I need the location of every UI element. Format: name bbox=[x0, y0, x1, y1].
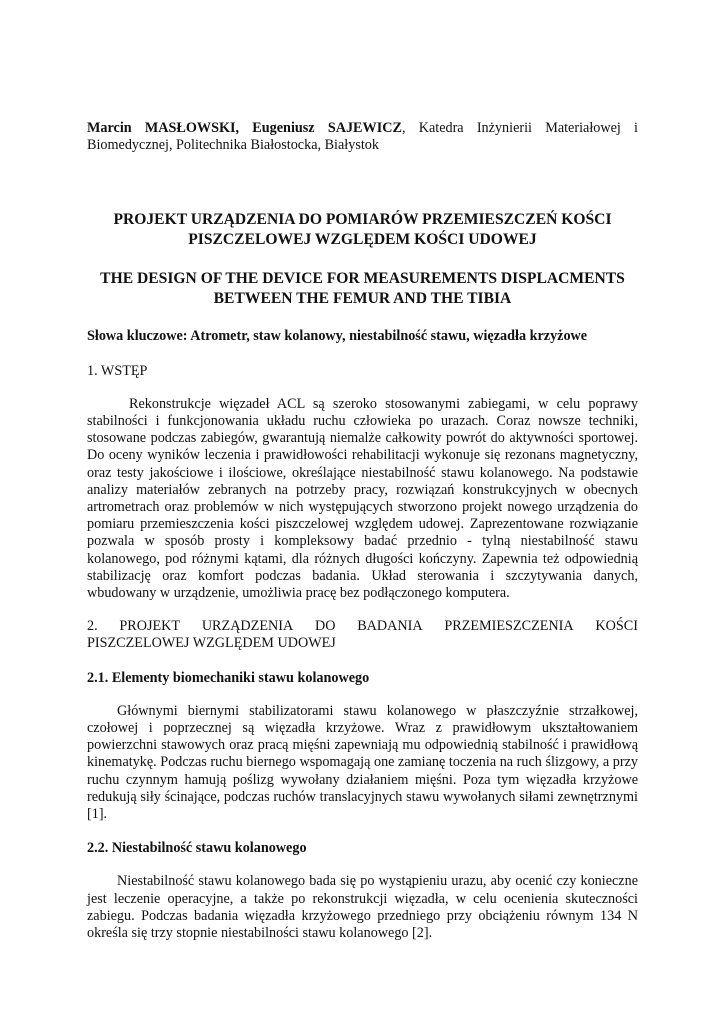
section-2-1-paragraph: Głównymi biernymi stabilizatorami stawu kolanowego w płaszczyźnie strzałkowej, czołowej i poprzecznej są więzadła krzyżowe. Wraz z prawidłowym ukształtowaniem powierzchni stawowych oraz pracą mięśni zapewniają mu odpowiednią stabilność i prawidłową kinematykę. Podczas ruchu biernego wspomagają one zamianę toczenia na ruch ślizgowy, a przy ruchu czynnym hamują poślizg wywołany działaniem mięśni. Poza tym więzadła krzyżowe redukują siły ścinające, podczas ruchów translacyjnych stawu wywołanych siłami zewnętrznymi [1]. bbox=[87, 702, 638, 823]
paper-page bbox=[87, 120, 638, 942]
section-2-heading-line2: PISZCZELOWEJ WZGLĘDEM UDOWEJ bbox=[87, 635, 336, 652]
author-affiliation: , Katedra Inżynierii Materiałowej i Biomedycznej, Politechnika Białostocka, Białystok bbox=[87, 120, 639, 154]
section-2-2-heading: 2.2. Niestabilność stawu kolanowego bbox=[87, 840, 307, 857]
title-polish: PROJEKT URZĄDZENIA DO POMIARÓW PRZEMIESZCZEŃ KOŚCI PISZCZELOWEJ WZGLĘDEM KOŚCI UDOWEJ bbox=[113, 211, 612, 248]
author-names: Marcin MASŁOWSKI, Eugeniusz SAJEWICZ bbox=[87, 120, 402, 136]
section-2-heading bbox=[87, 618, 638, 652]
section-2-heading-word: BADANIA bbox=[357, 618, 423, 635]
section-2-heading-word: KOŚCI bbox=[595, 618, 638, 635]
section-2-1-heading: 2.1. Elementy biomechaniki stawu kolanowego bbox=[87, 669, 370, 686]
section-2-heading-word: DO bbox=[314, 618, 336, 635]
section-2-heading-word: PRZEMIESZCZENIA bbox=[444, 618, 574, 635]
section-2-heading-word: 2. bbox=[87, 618, 98, 635]
section-2-2-paragraph: Niestabilność stawu kolanowego bada się po wystąpieniu urazu, aby ocenić czy konieczne jest leczenie operacyjne, a także po rekonstrukcji więzadła, w celu ocenienia skuteczności zabiegu. Podczas badania więzadła krzyżowego przedniego przy obciążeniu równym 134 N określa się trzy stopnie niestabilności stawu kolanowego [2]. bbox=[87, 873, 638, 942]
section-2-heading-word: URZĄDZENIA bbox=[201, 618, 294, 635]
keywords: Słowa kluczowe: Atrometr, staw kolanowy, niestabilność stawu, więzadła krzyżowe bbox=[87, 328, 588, 345]
section-2-heading-word: PROJEKT bbox=[119, 618, 181, 635]
author-line bbox=[87, 120, 638, 154]
title-english: THE DESIGN OF THE DEVICE FOR MEASUREMENTS DISPLACMENTS BETWEEN THE FEMUR AND THE TIBIA bbox=[100, 270, 625, 307]
section-1-heading: 1. WSTĘP bbox=[87, 362, 148, 379]
section-1-paragraph: Rekonstrukcje więzadeł ACL są szeroko stosowanymi zabiegami, w celu poprawy stabilności i funkcjonowania układu ruchu człowieka po urazach. Coraz nowsze techniki, stosowane podczas zabiegów, gwarantują niemalże całkowity powrót do aktywności sportowej. Do oceny wyników leczenia i prawidłowości rehabilitacji wykonuje się rezonans magnetyczny, oraz testy jakościowe i ilościowe, określające niestabilność stawu kolanowego. Na podstawie analizy materiałów zebranych na potrzeby pracy, rozwiązań konstrukcyjnych w obecnych artrometrach oraz problemów w nich występujących stworzono projekt nowego urządzenia do pomiaru przemieszczenia kości piszczelowej względem udowej. Zaprezentowane rozwiązanie pozwala w sposób prosty i kompleksowy badać przednio - tylną niestabilność stawu kolanowego, pod różnymi kątami, dla różnych długości kończyny. Zapewnia też odpowiednią stabilizację oraz komfort podczas badania. Układ sterowania i szczytywania danych, wbudowany w urządzenie, umożliwia pracę bez podłączonego komputera. bbox=[87, 395, 638, 602]
